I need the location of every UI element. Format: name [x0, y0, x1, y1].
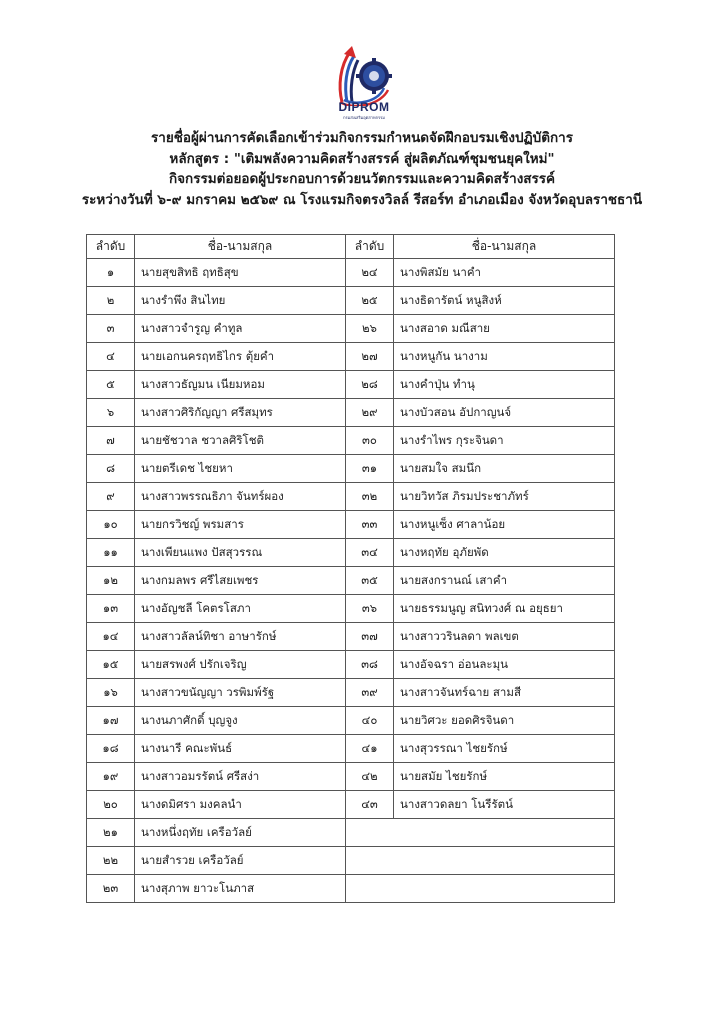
- order-cell-2: ๓๕: [346, 567, 394, 595]
- order-cell: ๕: [87, 371, 135, 399]
- name-cell: นางสาวจำรูญ คำทูล: [135, 315, 346, 343]
- heading-line-1: รายชื่อผู้ผ่านการคัดเลือกเข้าร่วมกิจกรรมกำหนดจัดฝึกอบรมเชิงปฏิบัติการ: [150, 130, 573, 146]
- name-cell-2: นางรำไพร กุระจินดา: [394, 427, 615, 455]
- name-cell: นางหนึ่งฤทัย เครือวัลย์: [135, 819, 346, 847]
- name-cell-2: นางอัจฉรา อ่อนละมุน: [394, 651, 615, 679]
- order-cell-2: ๒๙: [346, 399, 394, 427]
- name-cell-2: นายธรรมนูญ สนิทวงศ์ ณ อยุธยา: [394, 595, 615, 623]
- name-cell-2: นางคำปุ่น ทำนุ: [394, 371, 615, 399]
- name-cell-2: นายวิทวัส ภิรมประชาภัทร์: [394, 483, 615, 511]
- empty-cell: [346, 847, 615, 875]
- order-cell: ๙: [87, 483, 135, 511]
- table-row: [87, 847, 615, 875]
- header-order-2: ลำดับ: [346, 235, 394, 259]
- table-row: [87, 371, 615, 399]
- name-cell: นายสรพงศ์ ปรักเจริญ: [135, 651, 346, 679]
- name-cell: นางดมิศรา มงคลนำ: [135, 791, 346, 819]
- name-cell: นายสำรวย เครือวัลย์: [135, 847, 346, 875]
- order-cell: ๒๓: [87, 875, 135, 903]
- table-row: [87, 707, 615, 735]
- order-cell-2: ๓๑: [346, 455, 394, 483]
- name-cell-2: นางสาววรินลดา พลเขต: [394, 623, 615, 651]
- order-cell-2: ๒๖: [346, 315, 394, 343]
- table-body: [87, 259, 615, 903]
- table-row: [87, 595, 615, 623]
- order-cell: ๑๕: [87, 651, 135, 679]
- participant-table: [86, 234, 615, 903]
- order-cell: ๓: [87, 315, 135, 343]
- order-cell-2: ๔๑: [346, 735, 394, 763]
- name-cell-2: นายวิศวะ ยอดศิรจินดา: [394, 707, 615, 735]
- name-cell-2: นางธิดารัตน์ หนูสิงห์: [394, 287, 615, 315]
- header-name: ชื่อ-นามสกุล: [135, 235, 346, 259]
- name-cell: นายสุขสิทธิ ฤทธิสุข: [135, 259, 346, 287]
- order-cell: ๖: [87, 399, 135, 427]
- table-header-row: [87, 235, 615, 259]
- name-cell: นางสาวขนัญญา วรพิมพ์รัฐ: [135, 679, 346, 707]
- order-cell-2: ๒๗: [346, 343, 394, 371]
- order-cell: ๑๖: [87, 679, 135, 707]
- table-row: [87, 511, 615, 539]
- order-cell-2: ๒๔: [346, 259, 394, 287]
- table-row: [87, 735, 615, 763]
- order-cell-2: ๓๓: [346, 511, 394, 539]
- table-row: [87, 875, 615, 903]
- order-cell: ๑๑: [87, 539, 135, 567]
- table-row: [87, 427, 615, 455]
- order-cell-2: ๒๕: [346, 287, 394, 315]
- name-cell: นางเพียนแพง ปัสสุวรรณ: [135, 539, 346, 567]
- order-cell: ๑๓: [87, 595, 135, 623]
- order-cell: ๒๑: [87, 819, 135, 847]
- heading-line-3: กิจกรรมต่อยอดผู้ประกอบการด้วยนวัตกรรมและความคิดสร้างสรรค์: [168, 171, 556, 187]
- order-cell: ๗: [87, 427, 135, 455]
- order-cell: ๑: [87, 259, 135, 287]
- name-cell: นายเอกนครฤทธิไกร ตุ้ยคำ: [135, 343, 346, 371]
- name-cell: นางสาวธัญมน เนียมหอม: [135, 371, 346, 399]
- table-row: [87, 791, 615, 819]
- order-cell-2: ๓๒: [346, 483, 394, 511]
- order-cell-2: ๓๗: [346, 623, 394, 651]
- order-cell: ๑๐: [87, 511, 135, 539]
- logo-title: DIPROM: [338, 100, 390, 114]
- order-cell-2: ๓๙: [346, 679, 394, 707]
- table-row: [87, 539, 615, 567]
- name-cell-2: นางหนูกัน นางาม: [394, 343, 615, 371]
- name-cell: นางสาวอมรรัตน์ ศรีสง่า: [135, 763, 346, 791]
- order-cell-2: ๔๒: [346, 763, 394, 791]
- name-cell-2: นางหนูเซ็ง ศาลาน้อย: [394, 511, 615, 539]
- order-cell: ๑๔: [87, 623, 135, 651]
- table-row: [87, 651, 615, 679]
- name-cell-2: นายสมัย ไชยรักษ์: [394, 763, 615, 791]
- heading-line-4: ระหว่างวันที่ ๖-๙ มกราคม ๒๕๖๙ ณ โรงแรมกิจตรงวิลล์ รีสอร์ท อำเภอเมือง จังหวัดอุบลราชธานี: [81, 191, 643, 208]
- name-cell-2: นางสุวรรณา ไชยรักษ์: [394, 735, 615, 763]
- name-cell: นางสาวลัลน์ทิชา อาษารักษ์: [135, 623, 346, 651]
- order-cell: ๔: [87, 343, 135, 371]
- empty-cell: [346, 819, 615, 847]
- order-cell-2: ๔๓: [346, 791, 394, 819]
- name-cell-2: นางสาวจันทร์ฉาย สามสี: [394, 679, 615, 707]
- table-row: [87, 287, 615, 315]
- name-cell-2: นายสมใจ สมนึก: [394, 455, 615, 483]
- name-cell-2: นางบัวสอน อัปกาญนจ์: [394, 399, 615, 427]
- order-cell-2: ๓๔: [346, 539, 394, 567]
- table-row: [87, 567, 615, 595]
- name-cell-2: นางหฤทัย อุภัยพัด: [394, 539, 615, 567]
- name-cell-2: นายสงกรานณ์ เสาคำ: [394, 567, 615, 595]
- order-cell: ๑๒: [87, 567, 135, 595]
- name-cell: นางสาวพรรณธิภา จันทร์ผอง: [135, 483, 346, 511]
- name-cell: นางนภาศักดิ์ บุญจูง: [135, 707, 346, 735]
- order-cell: ๑๘: [87, 735, 135, 763]
- diprom-logo-icon: [328, 46, 400, 106]
- name-cell: นางสุภาพ ยาวะโนภาส: [135, 875, 346, 903]
- name-cell: นางกมลพร ศรีไสยเพชร: [135, 567, 346, 595]
- name-cell-2: นางสอาด มณีสาย: [394, 315, 615, 343]
- table-row: [87, 763, 615, 791]
- document-heading: [60, 128, 664, 210]
- table-row: [87, 259, 615, 287]
- order-cell-2: ๓๖: [346, 595, 394, 623]
- name-cell-2: นางพิสมัย นาคำ: [394, 259, 615, 287]
- name-cell: นายชัชวาล ชวาลศิริโชติ: [135, 427, 346, 455]
- order-cell: ๒๒: [87, 847, 135, 875]
- table-row: [87, 819, 615, 847]
- table-row: [87, 315, 615, 343]
- logo-subtitle: กรมส่งเสริมอุตสาหกรรม: [343, 115, 385, 120]
- table-row: [87, 483, 615, 511]
- order-cell-2: ๒๘: [346, 371, 394, 399]
- header-order: ลำดับ: [87, 235, 135, 259]
- table-row: [87, 623, 615, 651]
- order-cell: ๘: [87, 455, 135, 483]
- name-cell: นายตรีเดช ไชยหา: [135, 455, 346, 483]
- order-cell: ๑๙: [87, 763, 135, 791]
- order-cell: ๒๐: [87, 791, 135, 819]
- order-cell-2: ๔๐: [346, 707, 394, 735]
- table-row: [87, 343, 615, 371]
- header-name-2: ชื่อ-นามสกุล: [394, 235, 615, 259]
- table-row: [87, 455, 615, 483]
- name-cell: นางรำพึง สินไทย: [135, 287, 346, 315]
- name-cell-2: นางสาวดลยา โนรีรัตน์: [394, 791, 615, 819]
- table-row: [87, 399, 615, 427]
- name-cell: นางสาวศิริกัญญา ศรีสมุทร: [135, 399, 346, 427]
- name-cell: นางนารี คณะพันธ์: [135, 735, 346, 763]
- name-cell: นายกรวิชญ์ พรมสาร: [135, 511, 346, 539]
- empty-cell: [346, 875, 615, 903]
- order-cell: ๒: [87, 287, 135, 315]
- order-cell-2: ๓๐: [346, 427, 394, 455]
- order-cell-2: ๓๘: [346, 651, 394, 679]
- order-cell: ๑๗: [87, 707, 135, 735]
- name-cell: นางอัญชลี โคตรโสภา: [135, 595, 346, 623]
- table-row: [87, 679, 615, 707]
- heading-line-2: หลักสูตร : "เติมพลังความคิดสร้างสรรค์ สู่ผลิตภัณฑ์ชุมชนยุคใหม่": [169, 150, 555, 167]
